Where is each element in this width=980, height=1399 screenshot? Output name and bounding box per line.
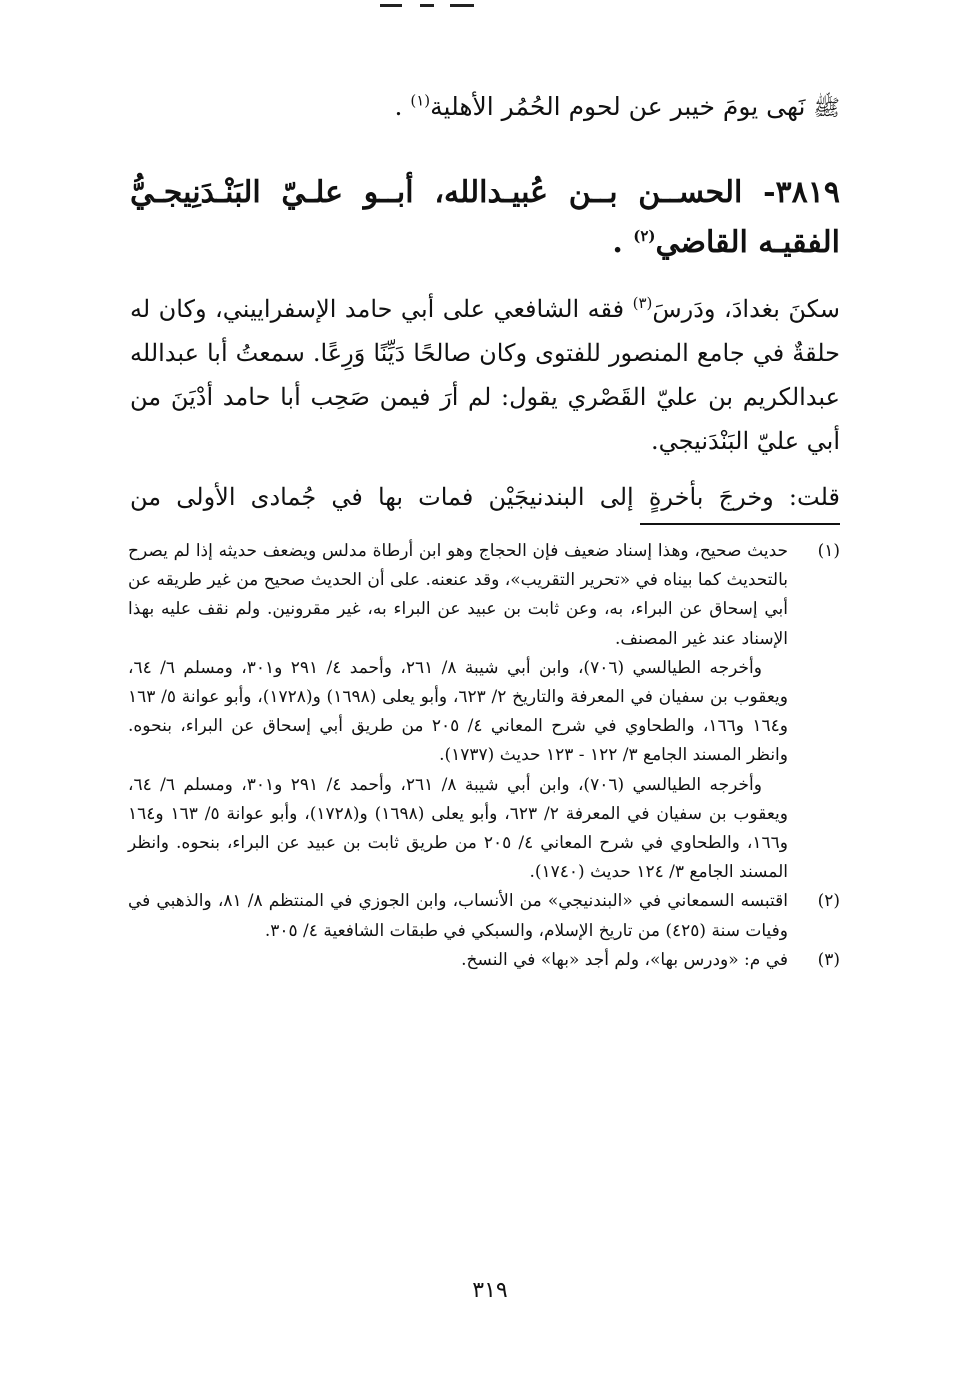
footnote-1 [128, 537, 840, 887]
footnote-paragraph: في م: «ودرس بها»، ولم أجد «بها» في النسخ. [461, 949, 788, 970]
header-line [130, 92, 840, 124]
scan-mark [380, 4, 402, 7]
scan-mark [450, 4, 474, 7]
entry-title-text: الحســن بــن عُبيـدالله، أبــو علـيّ البَنْـدَنِيجـيُّ الفقيـه القاضي [130, 175, 840, 260]
top-scan-marks [380, 4, 500, 10]
entry-end: . [612, 225, 634, 260]
body-paragraph [130, 287, 840, 463]
footnote-3 [128, 946, 840, 975]
seal-glyph: ﷺ [813, 96, 840, 121]
body-text-part2: فقه الشافعي على أبي حامد الإسفراييني، وكان له حلقةٌ في جامع المنصور للفتوى وكان صالحًا دَيِّنًا وَرِعًا. سمعتُ أبا عبدالله عبدالكريم بن عليّ القَصْري يقول: لم أرَ فيمن صَحِب أبا حامد أدْيَنَ من أبي عليّ البَنْدَنيجي. [130, 295, 840, 455]
entry-heading [130, 168, 840, 268]
page-number: ٣١٩ [472, 1278, 508, 1303]
footnote-ref: (١) [410, 91, 431, 110]
footnote-paragraph: وأخرجه الطيالسي (٧٠٦)، وابن أبي شيبة ٨/ ٢٦١، وأحمد ٤/ ٢٩١ و٣٠١، ومسلم ٦/ ٦٤، ويعقوب بن سفيان في المعرفة والتاريخ ٢/ ٦٢٣، وأبو يعلى (١٦٩٨) و(١٧٢٨)، وأبو عوانة ٥/ ١٦٣ و١٦٤ و١٦٦، والطحاوي في شرح المعاني ٤/ ٢٠٥ من طريق أبي إسحاق عن البراء، بنحوه. وانظر المسند الجامع ٣/ ١٢٢ - ١٢٣ حديث (١٧٣٧). [128, 657, 788, 766]
header-text: نَهى يومَ خيبر عن لحوم الحُمُر الأهلية [430, 92, 806, 121]
header-end: . [394, 92, 411, 121]
footnote-paragraph: حديث صحيح، وهذا إسناد ضعيف فإن الحجاج وهو ابن أرطاة مدلس ويضعف حديثه إذا لم يصرح بالتحديث كما بيناه في «تحرير التقريب»، وقد عنعنه. على أن الحديث صحيح من غير طريقه عن أبي إسحاق عن البراء، به، وعن ثابت بن عبيد عن البراء به، غير مقرونين. ولم نقف عليه بهذا الإسناد عند غير المصنف. [128, 541, 788, 649]
footnote-paragraph: اقتبسه السمعاني في «البندنيجي» من الأنساب، وابن الجوزي في المنتظم ٨/ ٨١، والذهبي في وفيات سنة (٤٢٥) من تاريخ الإسلام، والسبكي في طبقات الشافعية ٤/ ٣٠٥. [128, 891, 788, 941]
footnote-ref: (٢) [633, 227, 656, 245]
footnote-separator [640, 523, 840, 525]
footnote-paragraph: وأخرجه الطيالسي (٧٠٦)، وابن أبي شيبة ٨/ ٢٦١، وأحمد ٤/ ٢٩١ و٣٠١، ومسلم ٦/ ٦٤، ويعقوب بن سفيان في المعرفة ٢/ ٦٢٣، وأبو يعلى (١٦٩٨) و(١٧٢٨)، وأبو عوانة ٥/ ١٦٣ و١٦٤ و١٦٦، والطحاوي في شرح المعاني ٤/ ٢٠٥ من طريق ثابت بن عبيد عن البراء، بنحوه. وانظر المسند الجامع ٣/ ١٢٤ حديث (١٧٤٠). [128, 774, 789, 883]
footnote-ref: (٣) [632, 294, 653, 312]
footnote-number: (١) [817, 541, 840, 561]
footnote-2 [128, 887, 840, 945]
footnote-number: (٣) [817, 949, 840, 970]
footnotes-section [128, 537, 840, 975]
body-text-part1: سكنَ بغدادَ، ودَرسَ [652, 295, 840, 323]
body-last-line: قلت: وخرجَ بأخرةٍ إلى البندنيجَيْن فمات بها في جُمادى الأولى من [130, 483, 840, 511]
scan-mark [420, 4, 434, 7]
entry-number: ٣٨١٩- [763, 175, 840, 210]
footnote-number: (٢) [817, 891, 840, 912]
